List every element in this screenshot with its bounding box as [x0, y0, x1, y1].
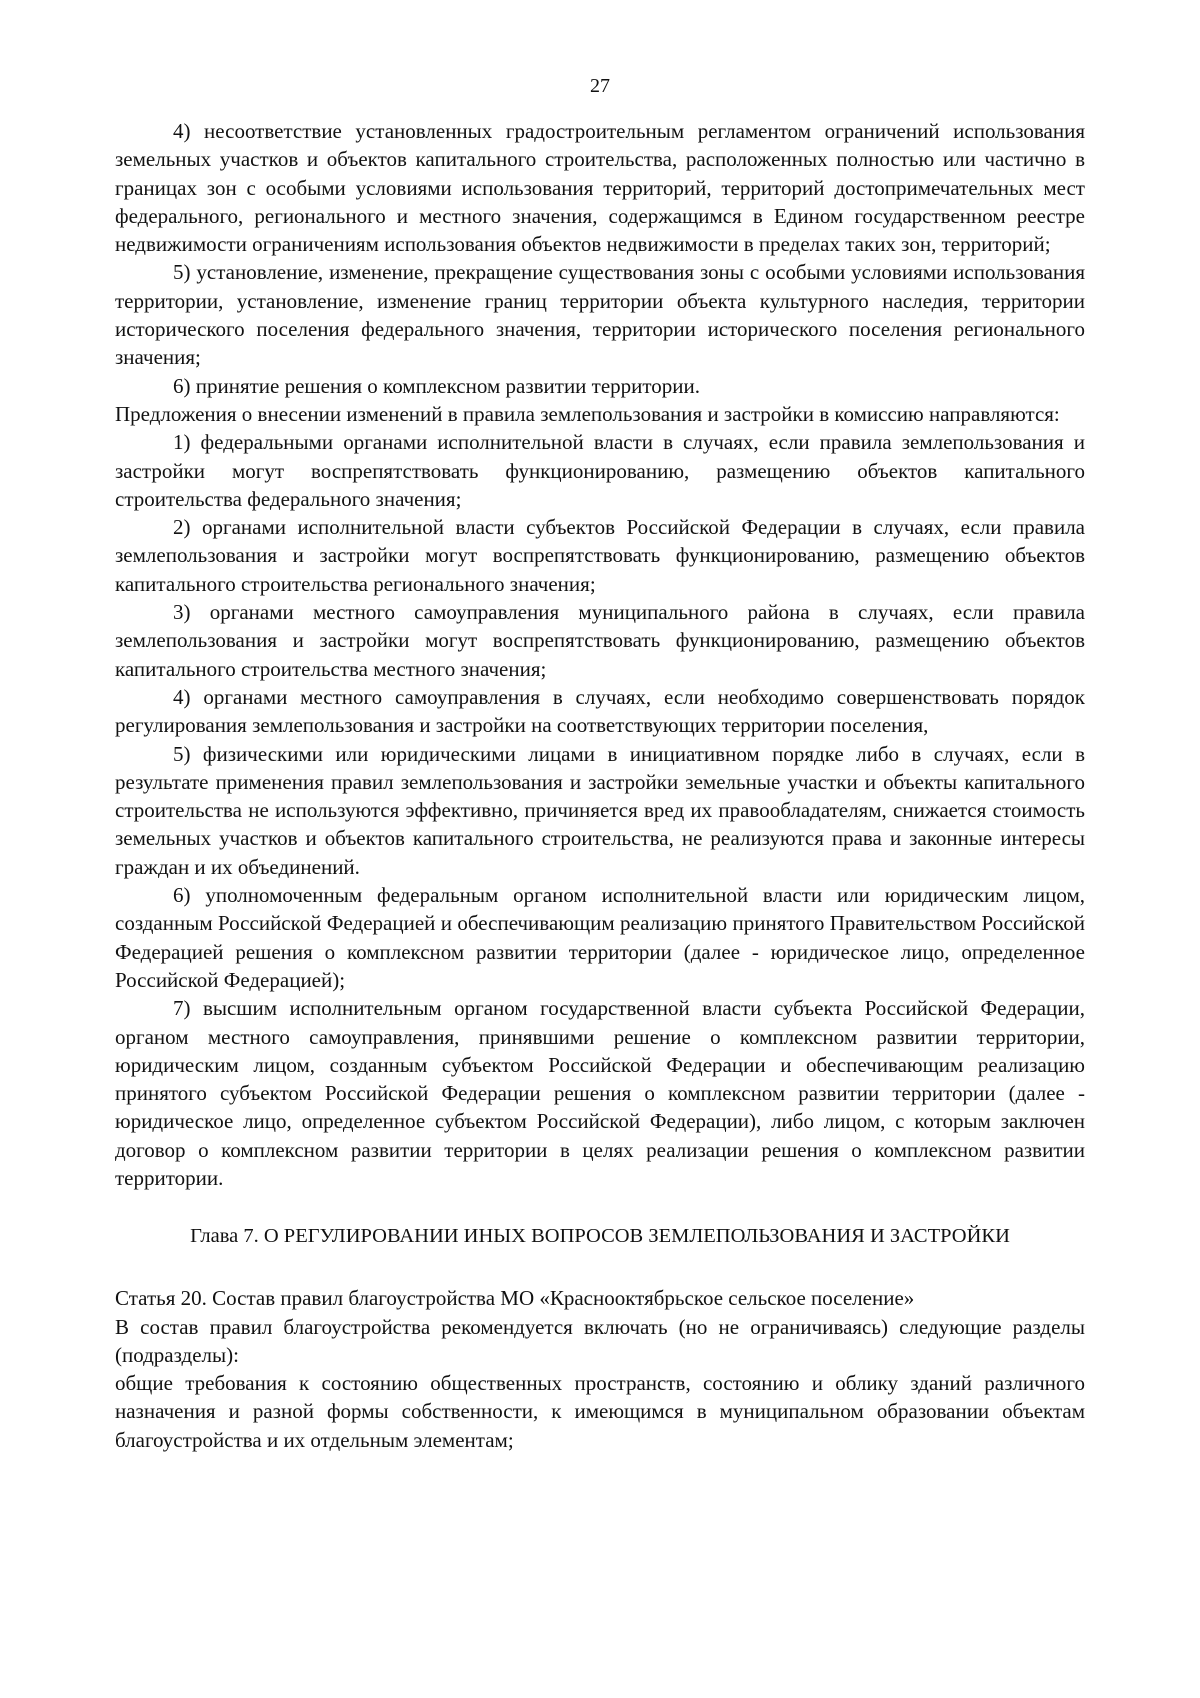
proposal-item-5: 5) физическими или юридическими лицами в инициативном порядке либо в случаях, если в результате применения правил землепользования и застройки земельные участки и объекты капитального строительства не используются эффективно, причиняется вред их правообладателям, снижается стоимость земельных участков и объектов капитального строительства, не реализуются права и законные интересы граждан и их объединений.	[115, 741, 1085, 879]
proposal-item-7: 7) высшим исполнительным органом государственной власти субъекта Российской Федерации, органом местного самоуправления, принявшими решение о комплексном развитии территории, юридическим лицом, созданным субъектом Российской Федерации и обеспечивающим реализацию принятого субъектом Российской Федерации решения о комплексном развитии территории (далее - юридическое лицо, определенное субъектом Российской Федерации), либо лицом, с которым заключен договор о комплексном развитии территории в целях реализации решения о комплексном развитии территории.	[115, 996, 1085, 1190]
article-intro: В состав правил благоустройства рекомендуется включать (но не ограничиваясь) следующие разделы (подразделы):	[115, 1314, 1085, 1367]
proposal-item-1: 1) федеральными органами исполнительной власти в случаях, если правила землепользования и застройки могут воспрепятствовать функционированию, размещению объектов капитального строительства федерального значения;	[115, 430, 1085, 511]
proposal-item-4: 4) органами местного самоуправления в случаях, если необходимо совершенствовать порядок регулирования землепользования и застройки на соответствующих территории поселения,	[115, 684, 1085, 738]
paragraph-item-4: 4) несоответствие установленных градостроительным регламентом ограничений использования земельных участков и объектов капитального строительства, расположенных полностью или частично в границах зон с особыми условиями использования территорий, территорий достопримечательных мест федерального, регионального и местного значения, содержащимся в Едином государственном реестре недвижимости ограничениям использования объектов недвижимости в пределах таких зон, территорий;	[115, 119, 1085, 257]
proposal-item-2: 2) органами исполнительной власти субъектов Российской Федерации в случаях, если правила землепользования и застройки могут воспрепятствовать функционированию, размещению объектов капитального строительства регионального значения;	[115, 515, 1085, 596]
proposal-item-3: 3) органами местного самоуправления муниципального района в случаях, если правила землепользования и застройки могут воспрепятствовать функционированию, размещению объектов капитального строительства местного значения;	[115, 600, 1085, 681]
paragraph-item-5: 5) установление, изменение, прекращение существования зоны с особыми условиями использования территории, установление, изменение границ территории объекта культурного наследия, территории исторического поселения федерального значения, территории исторического поселения регионального значения;	[115, 260, 1085, 370]
article-title: Статья 20. Состав правил благоустройства МО «Краснооктябрьское сельское поселение»	[115, 1286, 915, 1311]
article-item: общие требования к состоянию общественных пространств, состоянию и облику зданий различного назначения и разной формы собственности, к имеющимся в муниципальном образовании объектам благоустройства и их отдельным элементам;	[115, 1371, 1085, 1452]
proposal-item-6: 6) уполномоченным федеральным органом исполнительной власти или юридическим лицом, созданным Российской Федерацией и обеспечивающим реализацию принятого Правительством Российской Федерацией решения о комплексном развитии территории (далее - юридическое лицо, определенное Российской Федерацией);	[115, 883, 1085, 992]
paragraph-item-6: 6) принятие решения о комплексном развитии территории.	[173, 373, 701, 398]
proposals-intro: Предложения о внесении изменений в правила землепользования и застройки в комиссию направляются:	[115, 401, 1060, 426]
document-body	[115, 117, 1085, 1454]
chapter-heading: Глава 7. О РЕГУЛИРОВАНИИ ИНЫХ ВОПРОСОВ ЗЕМЛЕПОЛЬЗОВАНИЯ И ЗАСТРОЙКИ	[190, 1225, 1010, 1248]
page-number: 27	[590, 75, 610, 97]
